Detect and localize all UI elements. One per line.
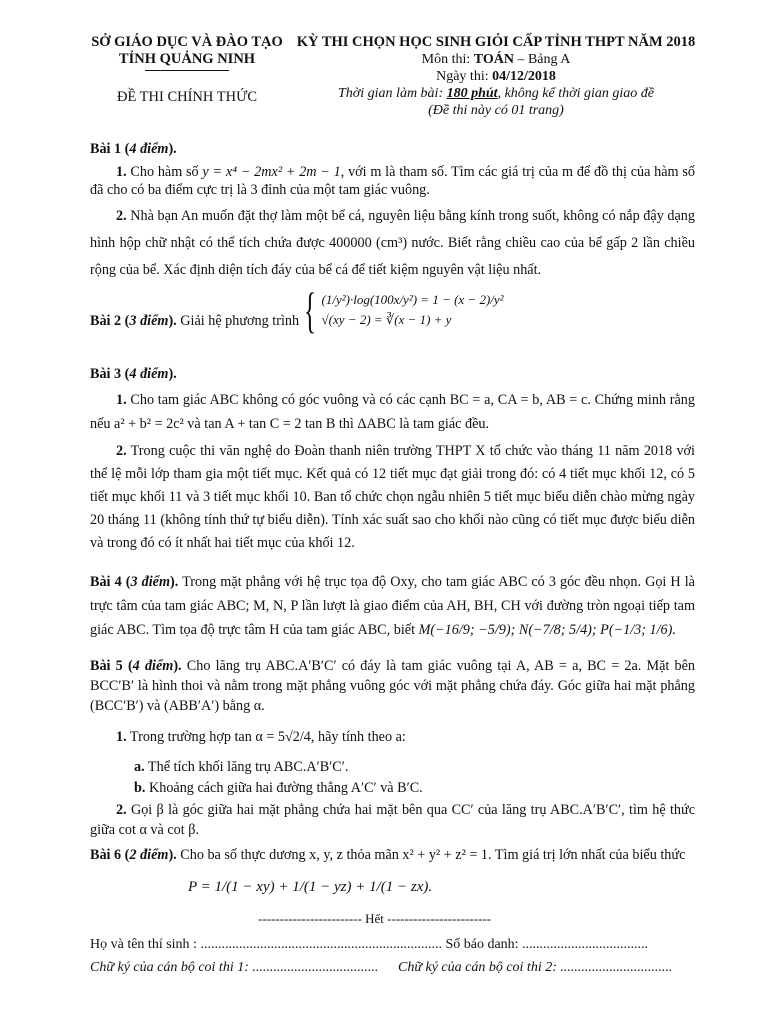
problem-4-label: Bài 4 ( (90, 574, 131, 590)
equation-lines (322, 290, 504, 330)
exam-info-block (296, 34, 696, 119)
problem-5-part-1a (90, 758, 695, 776)
problem-2-intro (90, 312, 299, 330)
text: Cho hàm số (126, 164, 203, 180)
problem-1-part-1 (90, 163, 695, 199)
name-blank[interactable]: ..................................................................... (200, 937, 442, 952)
problem-2-points: 3 điểm (129, 313, 169, 329)
function-formula: y = x⁴ − 2mx² + 2m − 1 (202, 164, 341, 180)
given-points: M(−16/9; −5/9); N(−7/8; 5/4); P(−1/3; 1/6). (418, 622, 676, 638)
problem-2-label: Bài 2 ( (90, 313, 130, 329)
department-line-2: TỈNH QUẢNG NINH (118, 51, 256, 67)
department-block (82, 34, 292, 106)
department-line-1: SỞ GIÁO DỤC VÀ ĐÀO TẠO (91, 34, 283, 50)
equation-system (302, 282, 504, 338)
invigilator-2-label: Chữ ký của cán bộ coi thi 2: (398, 960, 561, 975)
problem-6-close: ). (168, 847, 177, 863)
candidate-number-label: Số báo danh: (441, 937, 523, 952)
sub-part-label: a. (134, 759, 145, 775)
problem-3-title (90, 365, 695, 383)
end-marker: ------------------------ Hết ------------------------ (258, 911, 492, 926)
equation-2: √(xy − 2) = ∛(x − 1) + y (321, 312, 452, 327)
part-number: 1. (116, 729, 127, 745)
problem-5-part-1 (90, 728, 695, 746)
problem-5-points: 4 điểm (132, 658, 174, 674)
problem-1-close: ). (168, 141, 177, 157)
text: Gọi β là góc giữa hai mặt phẳng chứa hai mặt bên qua CC′ của lăng trụ ABC.A′B′C′, tìm hệ thức giữa cot α và cot β. (90, 802, 695, 838)
problem-3-close: ). (168, 366, 177, 382)
part-number: 1. (116, 164, 127, 180)
part-number: 1. (116, 392, 127, 408)
problem-2 (90, 282, 695, 354)
problem-3-points: 4 điểm (129, 366, 169, 382)
subject-tail: – Bảng A (513, 52, 571, 67)
subject-line (296, 51, 696, 68)
brace-glyph: { (304, 282, 316, 338)
part-number: 2. (116, 802, 127, 818)
candidate-number-blank[interactable]: .................................... (522, 937, 649, 952)
sub-part-label: b. (134, 780, 146, 796)
problem-5-label: Bài 5 ( (90, 658, 133, 674)
problem-3-label: Bài 3 ( (90, 366, 130, 382)
equation-1: (1/y²)·log(100x/y²) = 1 − (x − 2)/y² (321, 292, 504, 307)
problem-1-points: 4 điểm (129, 141, 169, 157)
problem-6-label: Bài 6 ( (90, 847, 130, 863)
date-value: 04/12/2018 (492, 69, 556, 84)
subject-label: Môn thi: (421, 52, 474, 67)
problem-1-title (90, 140, 695, 158)
objective-expression: P = 1/(1 − xy) + 1/(1 − yz) + 1/(1 − zx). (188, 879, 433, 895)
problem-3-part-1 (90, 388, 695, 436)
time-tail: , không kể thời gian giao đề (497, 86, 654, 101)
official-label: ĐỀ THI CHÍNH THỨC (116, 89, 257, 105)
name-label: Họ và tên thí sinh : (90, 937, 201, 952)
time-value: 180 phút (446, 86, 498, 101)
exam-title: KỲ THI CHỌN HỌC SINH GIỎI CẤP TỈNH THPT NĂM 2018 (296, 34, 696, 50)
text: Trong trường hợp tan α = 5√2/4, hãy tính theo a: (126, 729, 406, 745)
invigilator-2-row (398, 960, 698, 976)
time-label: Thời gian làm bài: (338, 86, 447, 101)
part-number: 2. (116, 443, 127, 459)
text: Trong cuộc thi văn nghệ do Đoàn thanh niên trường THPT X tổ chức vào tháng 11 năm 2018 với thể lệ mỗi lớp tham gia một tiết mục. Kết quả có 12 tiết mục đạt giải trong đó: có 4 tiết mục khối 12, có 5 tiết mục khối 11 và 3 tiết mục khối 10. Ban tổ chức chọn ngẫu nhiên 5 tiết mục biểu diễn chào mừng ngày 20 tháng 11 (không tính thứ tự biểu diễn). Tính xác suất sao cho khối nào cũng có tiết mục được biểu diễn và trong đó có ít nhất hai tiết mục của khối 12. (90, 443, 695, 551)
text: , với m là tham số. Tìm các giá trị của m để đồ thị của hàm số đã cho có ba điểm cực trị là 3 đỉnh của một tam giác vuông. (90, 164, 695, 198)
problem-5-part-2 (90, 800, 695, 840)
subject-value: TOÁN (473, 52, 514, 67)
invigilator-2-signature-blank[interactable]: ................................ (560, 960, 673, 975)
invigilator-1-row (90, 960, 390, 976)
problem-4 (90, 570, 695, 642)
problem-6-points: 2 điểm (129, 847, 169, 863)
candidate-info-row (90, 937, 695, 953)
text: Trong mặt phẳng với hệ trục tọa độ Oxy, cho tam giác ABC có 3 góc đều nhọn. Gọi H là trực tâm của tam giác ABC; M, N, P lần lượt là giao điểm của AH, BH, CH với đường tròn ngoại tiếp tam giác ABC. Tìm tọa độ trực tâm H của tam giác ABC, biết (90, 574, 695, 638)
text: Cho lăng trụ ABC.A′B′C′ có đáy là tam giác vuông tại A, AB = a, BC = 2a. Mặt bên BCC′B′ là hình thoi và nằm trong mặt phẳng vuông góc với mặt phẳng chứa đáy. Góc giữa hai mặt phẳng (BCC′B′) và (ABB′A′) bằng α. (90, 658, 695, 714)
problem-5-part-1b (90, 779, 695, 797)
problem-5 (90, 656, 695, 716)
problem-1-label: Bài 1 ( (90, 141, 130, 157)
text: Thể tích khối lăng trụ ABC.A′B′C′. (144, 759, 349, 775)
invigilator-1-label: Chữ ký của cán bộ coi thi 1: (90, 960, 253, 975)
problem-3-part-2 (90, 440, 695, 555)
date-label: Ngày thi: (436, 69, 493, 84)
invigilator-1-signature-blank[interactable]: .................................... (252, 960, 379, 975)
text: Khoảng cách giữa hai đường thẳng A′C′ và B′C. (145, 780, 423, 796)
problem-2-close: ). (168, 313, 177, 329)
text: Cho ba số thực dương x, y, z thỏa mãn x² + y² + z² = 1. Tìm giá trị lớn nhất của biểu thức (176, 847, 686, 863)
date-line (296, 68, 696, 85)
text: Nhà bạn An muốn đặt thợ làm một bể cá, nguyên liệu bằng kính trong suốt, không có nắp đậy dạng hình hộp chữ nhật có thể tích chứa được 400000 (cm³) nước. Biết rằng chiều cao của bể gấp 2 lần chiều rộng của bể. Xác định diện tích đáy của bể cá để tiết kiệm nguyên vật liệu nhất. (90, 208, 695, 278)
time-line (296, 85, 696, 102)
problem-4-points: 3 điểm (130, 574, 170, 590)
problem-4-close: ). (169, 574, 179, 590)
part-number: 2. (116, 208, 127, 224)
problem-5-close: ). (173, 658, 182, 674)
problem-1-part-2 (90, 203, 695, 284)
problem-6 (90, 846, 695, 864)
header-divider (145, 70, 229, 71)
text: Giải hệ phương trình (176, 313, 300, 329)
pages-note: (Đề thi này có 01 trang) (428, 103, 564, 118)
text: Cho tam giác ABC không có góc vuông và có các cạnh BC = a, CA = b, AB = c. Chứng minh rằng nếu a² + b² = 2c² và tan A + tan C = 2 tan B thì ΔABC là tam giác đều. (90, 392, 695, 432)
